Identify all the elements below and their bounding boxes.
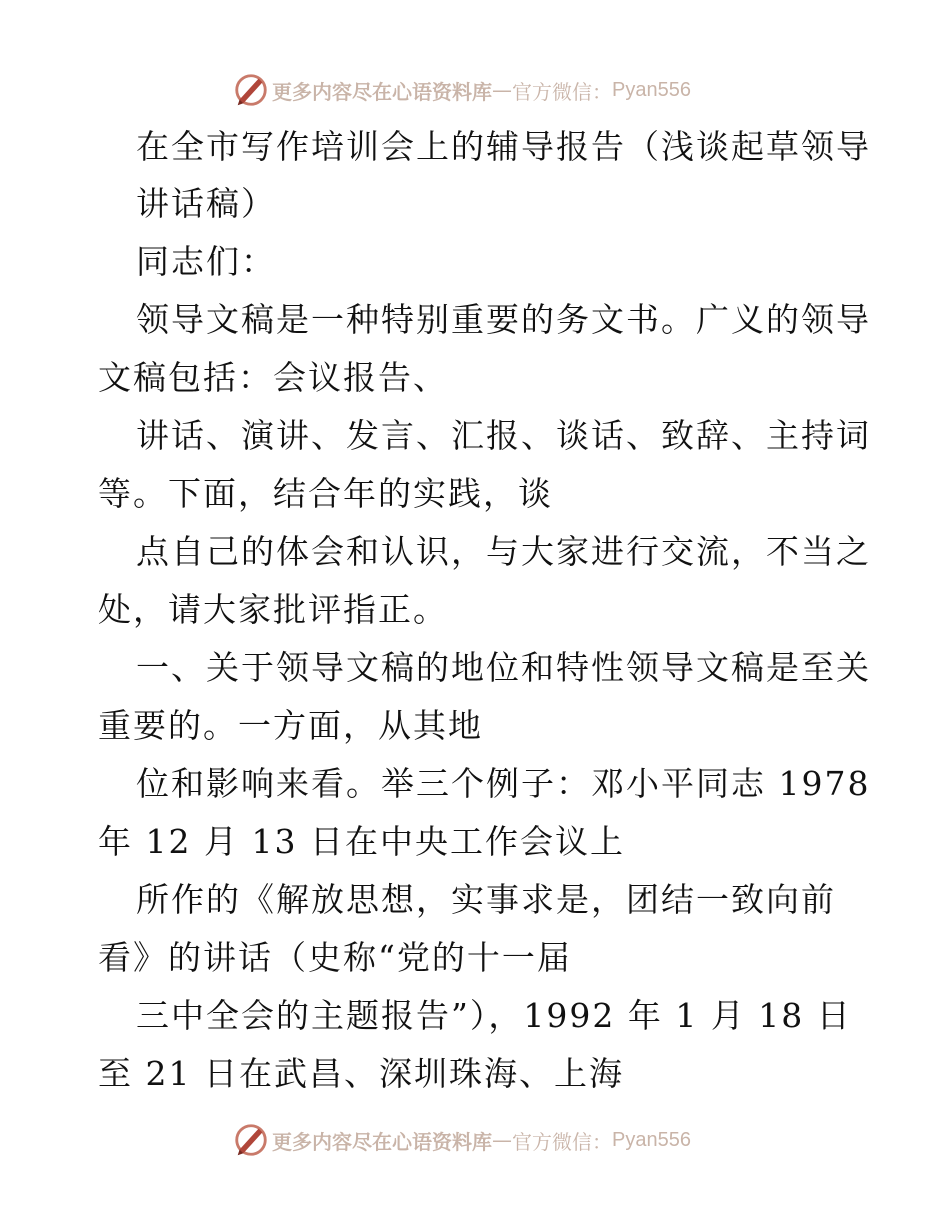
doc-line: 文稿包括：会议报告、 — [98, 358, 448, 397]
watermark-handle: Pyan556 — [612, 1128, 691, 1151]
doc-line: 处，请大家批评指正。 — [98, 590, 448, 629]
doc-title-line-1: 在全市写作培训会上的辅导报告（浅谈起草领导 — [136, 127, 871, 166]
footer-watermark — [232, 1120, 691, 1160]
doc-line: 年 12 月 13 日在中央工作会议上 — [98, 822, 625, 861]
doc-line: 三中全会的主题报告”），1992 年 1 月 18 日 — [136, 996, 852, 1035]
doc-line: 看》的讲话（史称“党的十一届 — [98, 938, 572, 977]
doc-line: 所作的《解放思想，实事求是，团结一致向前 — [136, 880, 836, 919]
doc-line: 点自己的体会和认识，与大家进行交流，不当之 — [136, 532, 871, 571]
watermark-site-text: 更多内容尽在心语资料库 — [272, 1129, 492, 1154]
pen-logo-icon — [232, 71, 270, 109]
doc-line: 等。下面，结合年的实践，谈 — [98, 474, 553, 513]
doc-title-line-2: 讲话稿） — [136, 184, 276, 223]
header-watermark — [232, 70, 691, 110]
watermark-official-label: 官方微信： — [512, 1129, 612, 1154]
watermark-dash: — — [492, 1128, 512, 1152]
watermark-handle: Pyan556 — [612, 78, 691, 101]
doc-line: 讲话、演讲、发言、汇报、谈话、致辞、主持词 — [136, 416, 871, 455]
doc-line: 重要的。一方面，从其地 — [98, 706, 483, 745]
doc-greeting: 同志们： — [136, 242, 276, 281]
watermark-official-label: 官方微信： — [512, 79, 612, 104]
doc-line: 位和影响来看。举三个例子：邓小平同志 1978 — [136, 764, 871, 803]
watermark-site-text: 更多内容尽在心语资料库 — [272, 79, 492, 104]
doc-line: 一、关于领导文稿的地位和特性领导文稿是至关 — [136, 648, 871, 687]
watermark-dash: — — [492, 78, 512, 102]
pen-logo-icon — [232, 1121, 270, 1159]
doc-line: 至 21 日在武昌、深圳珠海、上海 — [98, 1054, 624, 1093]
doc-line: 领导文稿是一种特别重要的务文书。广义的领导 — [136, 300, 871, 339]
